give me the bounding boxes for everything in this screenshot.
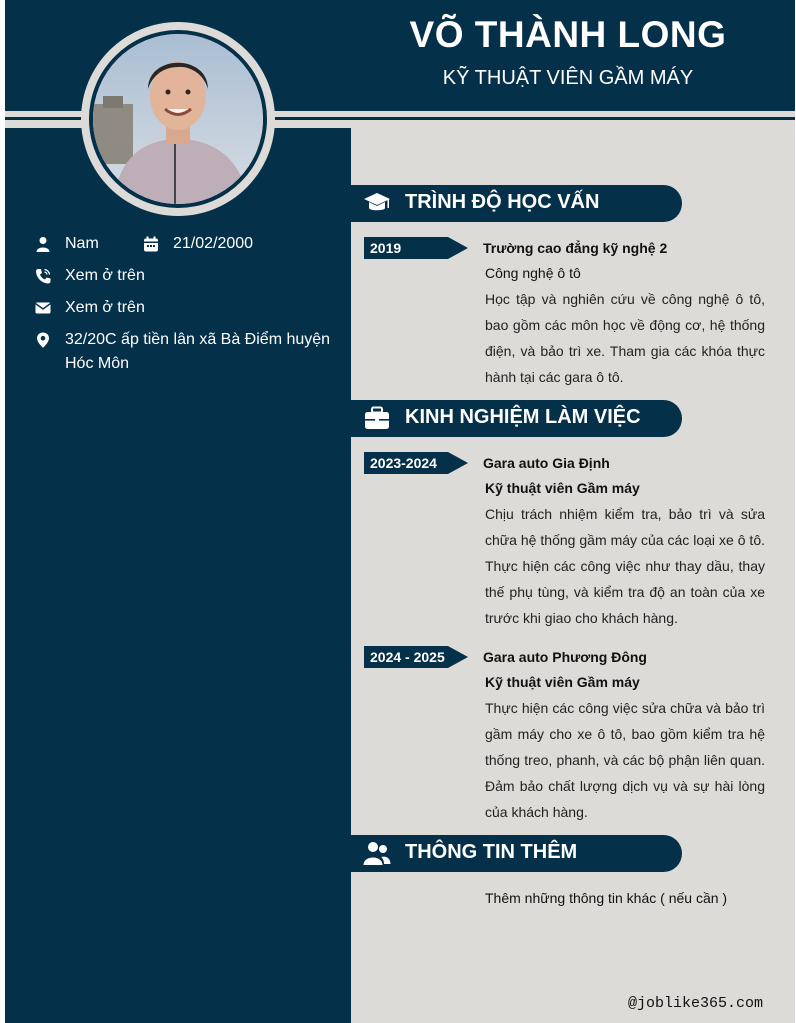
experience-1-period: 2023-2024	[370, 455, 437, 471]
experience-header	[351, 400, 682, 437]
school-major: Công nghệ ô tô	[485, 265, 581, 281]
experience-1-description: Chịu trách nhiệm kiểm tra, bảo trì và sửa chữa hệ thống gầm máy của các loại xe ô tô. Thực hiện các công việc như thay dầu, thay thế phụ tùng, và kiểm tra độ an toàn của xe trước khi giao cho khách hàng.	[485, 506, 765, 626]
calendar-icon	[143, 236, 159, 252]
person-photo-icon	[93, 34, 263, 204]
tag-arrow	[448, 452, 468, 474]
left-column	[5, 128, 351, 1023]
experience-2-description: Thực hiện các công việc sửa chữa và bảo trì gầm máy cho xe ô tô, bao gồm kiểm tra hệ thống treo, phanh, và các bộ phận liên quan. Đảm bảo chất lượng dịch vụ và sự hài lòng của khách hàng.	[485, 700, 765, 820]
graduation-cap-icon	[363, 190, 391, 217]
school-name: Trường cao đẳng kỹ nghệ 2	[483, 240, 668, 256]
extra-info-text: Thêm những thông tin khác ( nếu cần )	[485, 890, 728, 906]
experience-2-period: 2024 - 2025	[370, 649, 445, 665]
education-year: 2019	[370, 240, 402, 256]
experience-title: KINH NGHIỆM LÀM VIỆC	[405, 406, 641, 428]
education-description: Học tập và nghiên cứu về công nghệ ô tô, bao gồm các môn học về động cơ, hệ thống điện, và bảo trì xe. Tham gia các khóa thực hành tại các gara ô tô.	[485, 291, 765, 385]
cv-page	[5, 0, 795, 1023]
address-line-2: Hóc Môn	[65, 355, 130, 372]
avatar-photo	[93, 34, 263, 204]
job-title: KỸ THUẬT VIÊN GẦM MÁY	[442, 67, 694, 89]
experience-1-company: Gara auto Gia Định	[483, 455, 610, 471]
address-line-1: 32/20C ấp tiền lân xã Bà Điểm huyện	[65, 331, 331, 348]
gender-value: Nam	[65, 235, 99, 252]
briefcase-icon	[363, 405, 391, 432]
dob-value: 21/02/2000	[173, 235, 254, 252]
experience-2-company: Gara auto Phương Đông	[483, 649, 647, 665]
phone-value: Xem ở trên	[65, 267, 145, 284]
education-header	[351, 185, 682, 222]
tag-arrow	[448, 237, 468, 259]
location-pin-icon	[35, 332, 51, 348]
experience-1-role: Kỹ thuật viên Gầm máy	[485, 480, 640, 496]
users-icon	[363, 840, 391, 867]
experience-2-role: Kỹ thuật viên Gầm máy	[485, 674, 640, 690]
user-icon	[35, 236, 51, 252]
envelope-icon	[35, 300, 51, 316]
extra-info-header	[351, 835, 682, 872]
extra-info-title: THÔNG TIN THÊM	[405, 841, 578, 863]
candidate-name: VÕ THÀNH LONG	[409, 14, 727, 55]
footer-watermark: @joblike365.com	[628, 995, 764, 1012]
education-title: TRÌNH ĐỘ HỌC VẤN	[405, 191, 600, 213]
email-value: Xem ở trên	[65, 299, 145, 316]
phone-icon	[35, 268, 51, 284]
tag-arrow	[448, 646, 468, 668]
